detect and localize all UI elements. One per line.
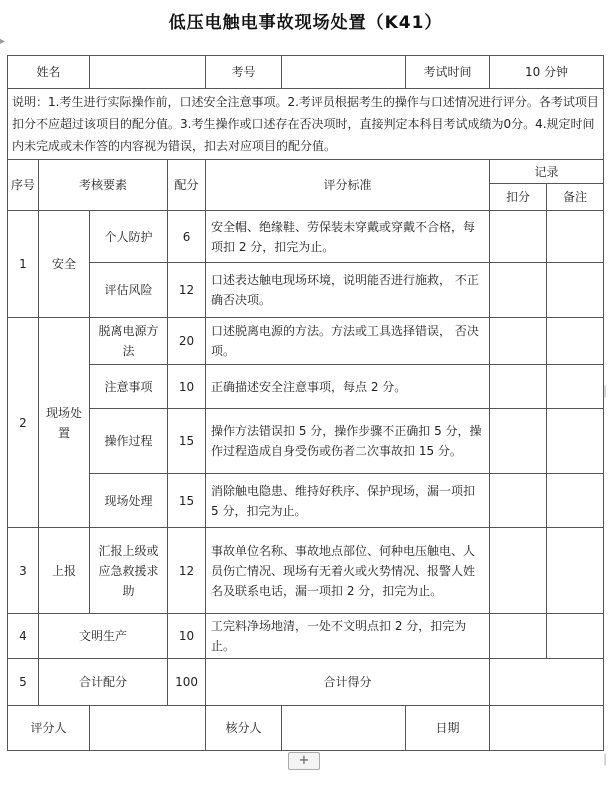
col-remark: 备注: [547, 184, 604, 211]
table-row: [8, 211, 604, 263]
reviewer-label: 核分人: [206, 706, 282, 751]
remark-cell[interactable]: [547, 614, 604, 659]
item-score: 15: [168, 409, 206, 474]
page-title: 低压电触电事故现场处置（K41）: [168, 13, 443, 33]
item-criteria: 事故单位名称、事故地点部位、何种电压触电、人员伤亡情况、现场有无着火或火势情况、报警人姓名及联系电话，漏一项扣 2 分，扣完为止。: [206, 528, 490, 614]
item-score: 12: [168, 263, 206, 318]
col-score: 配分: [168, 160, 206, 211]
exam-no-field[interactable]: [282, 56, 406, 89]
add-row-button[interactable]: +: [288, 752, 320, 770]
exam-no-label: 考号: [206, 56, 282, 89]
table-row: [8, 474, 604, 528]
resize-handle-icon[interactable]: │: [602, 387, 609, 398]
table-row: [8, 614, 604, 659]
item-criteria: 工完料净场地清，一处不文明点扣 2 分，扣完为止。: [206, 614, 490, 659]
deduct-cell[interactable]: [490, 365, 547, 409]
item-criteria: 口述脱离电源的方法。方法或工具选择错误， 否决项。: [206, 318, 490, 365]
scorer-label: 评分人: [8, 706, 90, 751]
col-deduct: 扣分: [490, 184, 547, 211]
table-row: [8, 528, 604, 614]
item-score: 10: [168, 614, 206, 659]
date-label: 日期: [406, 706, 490, 751]
col-record: 记录: [490, 160, 604, 184]
remark-cell[interactable]: [547, 474, 604, 528]
item-element: 个人防护: [90, 211, 168, 263]
name-field[interactable]: [90, 56, 206, 89]
item-element: 现场处理: [90, 474, 168, 528]
item-score: 10: [168, 365, 206, 409]
item-criteria: 操作方法错误扣 5 分，操作步骤不正确扣 5 分，操作过程造成自身受伤或伤者二次事故扣 15 分。: [206, 409, 490, 474]
deduct-cell[interactable]: [490, 474, 547, 528]
item-score: 15: [168, 474, 206, 528]
deduct-cell[interactable]: [490, 211, 547, 263]
item-criteria: 消除触电隐患、维持好秩序、保护现场，漏一项扣 5 分，扣完为止。: [206, 474, 490, 528]
item-criteria: 正确描述安全注意事项，每点 2 分。: [206, 365, 490, 409]
total-score: 100: [168, 659, 206, 706]
section-seq: 1: [8, 211, 39, 318]
remark-cell[interactable]: [547, 409, 604, 474]
section-seq: 4: [8, 614, 39, 659]
section-name: 文明生产: [39, 614, 168, 659]
deduct-cell[interactable]: [490, 263, 547, 318]
col-element: 考核要素: [39, 160, 168, 211]
date-field[interactable]: [490, 706, 604, 751]
item-element: 评估风险: [90, 263, 168, 318]
remark-cell[interactable]: [547, 528, 604, 614]
item-score: 6: [168, 211, 206, 263]
item-element: 汇报上级或应急救援求助: [90, 528, 168, 614]
deduct-cell[interactable]: [490, 318, 547, 365]
section-seq: 2: [8, 318, 39, 528]
total-label: 合计配分: [39, 659, 168, 706]
table-row: [8, 409, 604, 474]
section-seq: 3: [8, 528, 39, 614]
remark-cell[interactable]: [547, 365, 604, 409]
item-score: 12: [168, 528, 206, 614]
item-element: 操作过程: [90, 409, 168, 474]
remark-cell[interactable]: [547, 211, 604, 263]
instructions: 说明：1.考生进行实际操作前，口述安全注意事项。2.考评员根据考生的操作与口述情况进行评分。各考试项目扣分不应超过该项目的配分值。3.考生操作或口述存在否决项时，直接判定本科目考试成绩为0分。4.规定时间内未完成或未作答的内容视为错误，扣去对应项目的配分值。: [8, 89, 604, 160]
col-seq: 序号: [8, 160, 39, 211]
table-row: [8, 365, 604, 409]
section-name: 上报: [39, 528, 90, 614]
section-seq: 5: [8, 659, 39, 706]
remark-cell[interactable]: [547, 318, 604, 365]
item-element: 脱离电源方法: [90, 318, 168, 365]
table-row: [8, 263, 604, 318]
exam-time-label: 考试时间: [406, 56, 490, 89]
reviewer-field[interactable]: [282, 706, 406, 751]
deduct-cell[interactable]: [490, 528, 547, 614]
total-result-label: 合计得分: [206, 659, 490, 706]
name-label: 姓名: [8, 56, 90, 89]
item-criteria: 口述表达触电现场环境，说明能否进行施救， 不正确否决项。: [206, 263, 490, 318]
total-result-field[interactable]: [490, 659, 604, 706]
scorer-field[interactable]: [90, 706, 206, 751]
col-criteria: 评分标准: [206, 160, 490, 211]
section-name: 现场处置: [39, 318, 90, 528]
item-score: 20: [168, 318, 206, 365]
item-element: 注意事项: [90, 365, 168, 409]
table-row: [8, 659, 604, 706]
scoring-table: [7, 55, 604, 751]
remark-cell[interactable]: [547, 263, 604, 318]
resize-handle-icon[interactable]: │: [602, 755, 609, 766]
deduct-cell[interactable]: [490, 614, 547, 659]
exam-time-value: 10 分钟: [490, 56, 604, 89]
section-name: 安全: [39, 211, 90, 318]
deduct-cell[interactable]: [490, 409, 547, 474]
item-criteria: 安全帽、绝缘鞋、劳保装未穿戴或穿戴不合格，每项扣 2 分，扣完为止。: [206, 211, 490, 263]
table-row: [8, 318, 604, 365]
table-handle-icon[interactable]: ▸: [0, 36, 6, 47]
